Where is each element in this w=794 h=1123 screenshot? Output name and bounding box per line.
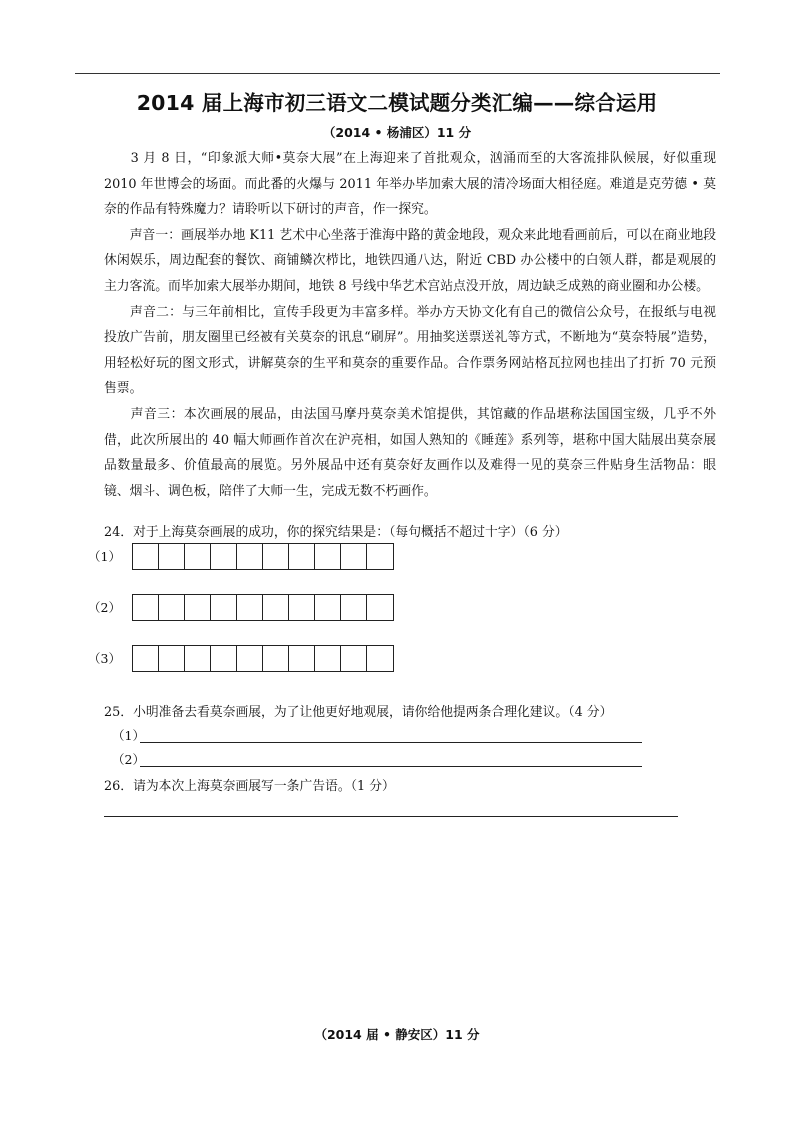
answer-line[interactable] — [140, 766, 642, 767]
passage — [104, 146, 716, 504]
passage-paragraph: 声音三：本次画展的展品，由法国马摩丹莫奈美术馆提供，其馆藏的作品堪称法国国宝级，几乎不外借，此次所展出的 40 幅大师画作首次在沪亮相，如国人熟知的《睡莲》系列等，堪称中国大陆展出莫奈展品数量最多、价值最高的展览。另外展品中还有莫奈好友画作以及难得一见的莫奈三件贴身生活物品：眼镜、烟斗、调色板，陪伴了大师一生，完成无数不朽画作。 — [104, 406, 716, 499]
answer-line[interactable] — [140, 742, 642, 743]
answer-label: （1） — [88, 549, 121, 564]
question-26: 26．请为本次上海莫奈画展写一条广告语。（1 分） — [104, 779, 395, 794]
question-25: 25．小明准备去看莫奈画展，为了让他更好地观展，请你给他提两条合理化建议。（4 分） — [104, 705, 613, 720]
question-24: 24．对于上海莫奈画展的成功，你的探究结果是：（每句概括不超过十字）（6 分） — [104, 525, 568, 540]
answer-grid[interactable] — [132, 543, 394, 570]
next-section-heading: （2014 届 • 静安区）11 分 — [314, 1027, 480, 1042]
answer-label: （2） — [88, 600, 121, 615]
answer-grid[interactable] — [132, 645, 394, 672]
section-heading: （2014 • 杨浦区）11 分 — [322, 125, 472, 140]
answer-label: （1） — [112, 728, 145, 743]
top-rule — [75, 73, 720, 74]
passage-paragraph: 声音二：与三年前相比，宣传手段更为丰富多样。举办方天协文化有自己的微信公众号，在报纸与电视投放广告前，朋友圈里已经被有关莫奈的讯息“刷屏”。用抽奖送票送礼等方式，不断地为“莫奈特展”造势，用轻松好玩的图文形式，讲解莫奈的生平和莫奈的重要作品。合作票务网站格瓦拉网也挂出了打折 70 元预售票。 — [104, 304, 716, 397]
answer-line[interactable] — [104, 816, 678, 817]
answer-grid[interactable] — [132, 594, 394, 621]
answer-label: （3） — [88, 651, 121, 666]
passage-paragraph: 3 月 8 日，“印象派大师•莫奈大展”在上海迎来了首批观众，汹涌而至的大客流排队候展，好似重现 2010 年世博会的场面。而此番的火爆与 2011 年举办毕加索大展的清冷场面大相径庭。难道是克劳德 • 莫奈的作品有特殊魔力？请聆听以下研讨的声音，作一探究。 — [104, 151, 716, 218]
document-title: 2014 届上海市初三语文二模试题分类汇编——综合运用 — [136, 91, 658, 115]
answer-label: （2） — [112, 752, 145, 767]
passage-paragraph: 声音一：画展举办地 K11 艺术中心坐落于淮海中路的黄金地段，观众来此地看画前后，可以在商业地段休闲娱乐，周边配套的餐饮、商铺鳞次栉比，地铁四通八达，附近 CBD 办公楼中的白领人群，都是观展的主力客流。而毕加索大展举办期间，地铁 8 号线中华艺术宫站点没开放，周边缺乏成熟的商业圈和办公楼。 — [104, 227, 716, 294]
